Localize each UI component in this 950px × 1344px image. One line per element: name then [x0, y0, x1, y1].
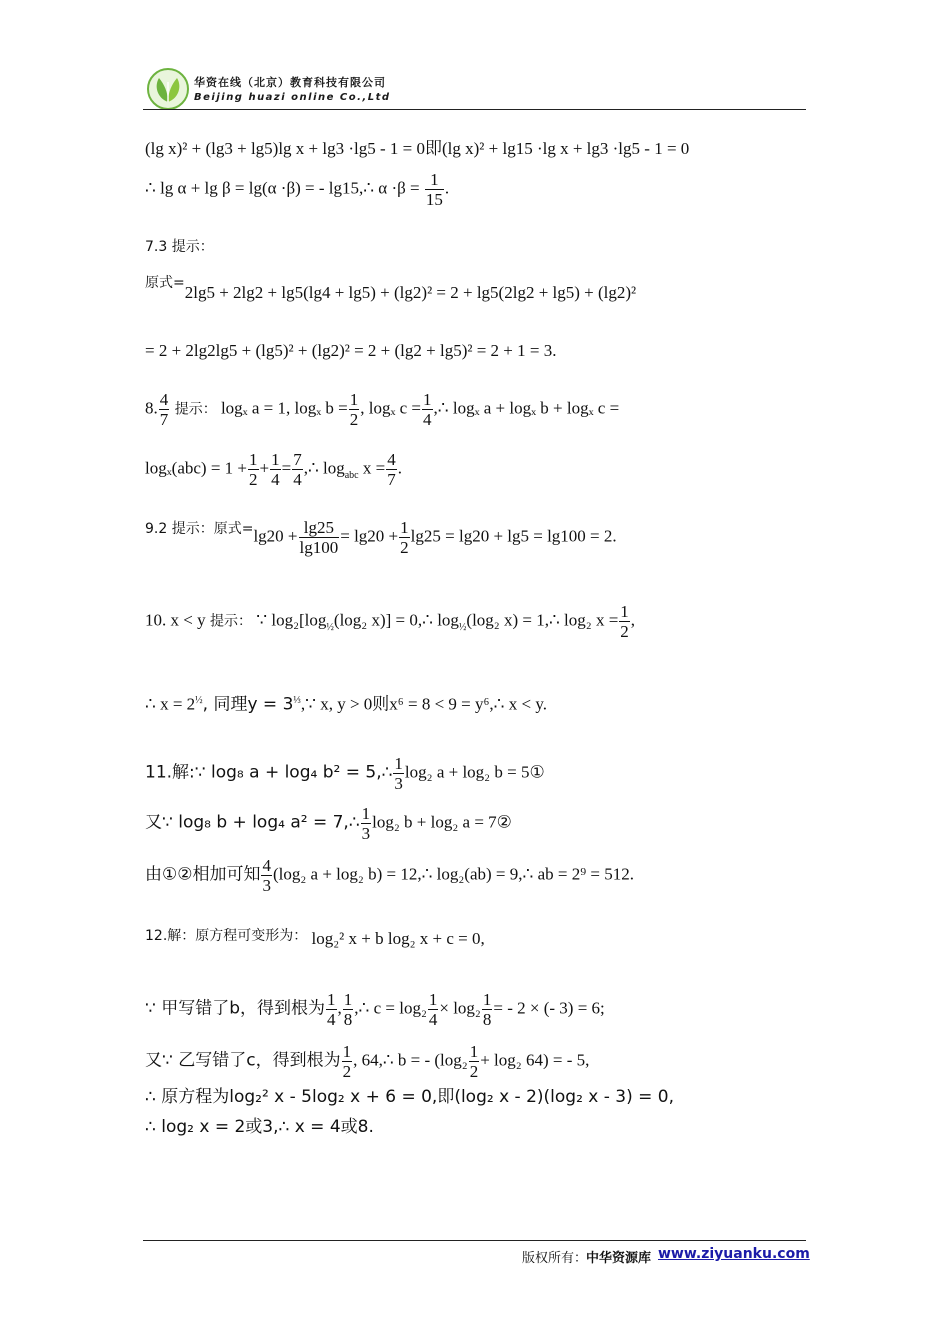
copyright-label: 版权所有：	[522, 1251, 588, 1266]
footer-divider	[143, 1240, 806, 1241]
footer-brand: 中华资源库	[586, 1251, 652, 1266]
header-divider	[143, 109, 806, 110]
math-line-8b: logₓ(abc) = 1 + $\frac{1}{2}$ + $\frac{1}{4}$ = $\frac{7}{4}$ ,∴ $\log_{abc} x$ = $\frac{4}{7}$ .	[145, 450, 402, 489]
math-line-11: 11.解:∵ log₈ a + log₄ b² = 5,∴ $\frac{1}{3}$ log₂ a + log₂ b = 5①	[145, 754, 545, 793]
fraction: $\frac{1}{15}$	[425, 170, 443, 209]
math-line-8: 8. $\frac{4}{7}$ 提示： logₓ a = 1, logₓ b = $\frac{1}{2}$ , logₓ c = $\frac{1}{4}$ ,∴ logₓ a + logₓ b + logₓ c =	[145, 390, 620, 429]
company-name-en: Beijing huazi online Co.,Ltd	[194, 92, 391, 103]
math-line-10: 10. x < y 提示： ∵ $\log_2[\log_{\frac{1}{2}}(\log_2$ x)] = 0,∴ $\log_{\frac{1}{2}}(\log_2$ x) = 1,∴ log₂ x = $\frac{1}{2}$ ,	[145, 602, 636, 641]
math-line-12b: ∵ 甲写错了b，得到根为 $\frac{1}{4}$ , $\frac{1}{8}$ ,∴ c = log₂ $\frac{1}{4}$ × log₂ $\frac{1}{8}$ = - 2 × (- 3) = 6;	[145, 990, 605, 1029]
math-line-1: (lg x)² + (lg3 + lg5)lg x + lg3 ·lg5 - 1 = 0即(lg x)² + lg15 ·lg x + lg3 ·lg5 - 1 = 0	[145, 139, 690, 158]
leaf-logo-icon	[147, 68, 189, 110]
hint-7: 7.3 提示：	[145, 239, 214, 255]
math-line-7: $^{原式=}$2lg5 + 2lg2 + lg5(lg4 + lg5) + (lg2)² = 2 + lg5(2lg2 + lg5) + (lg2)²	[145, 275, 637, 302]
math-line-11b: 又∵ log₈ b + log₄ a² = 7,∴ $\frac{1}{3}$ log₂ b + log₂ a = 7②	[145, 804, 512, 843]
math-line-9: $^{9.2 提示:原式=}$lg20 + $\frac{\lg 25}{\lg 100}$ = lg20 + $\frac{1}{2}$ lg25 = lg20 + lg5 = lg100 = 2.	[145, 518, 617, 557]
math-line-12c: 又∵ 乙写错了c，得到根为 $\frac{1}{2}$ , 64,∴ b = - (log₂ $\frac{1}{2}$ + log₂ 64) = - 5,	[145, 1042, 590, 1081]
math-line-12d: ∴ 原方程为log₂² x - 5log₂ x + 6 = 0,即(log₂ x - 2)(log₂ x - 3) = 0,	[145, 1087, 675, 1107]
math-line-11c: 由①②相加可知 $\frac{4}{3}$ (log₂ a + log₂ b) = 12,∴ log₂(ab) = 9,∴ ab = 2⁹ = 512.	[145, 856, 634, 895]
math-line-10b: ∴ $x = 2^{\frac{1}{2}}$, 同理$y = 3^{\frac{1}{3}},\because$ x, y > 0则x⁶ = 8 < 9 = y⁶,∴ x < y.	[145, 694, 547, 715]
math-line-12e: ∴ log₂ x = 2或3,∴ x = 4或8.	[145, 1117, 374, 1137]
math-line-7b: = 2 + 2lg2lg5 + (lg5)² + (lg2)² = 2 + (lg2 + lg5)² = 2 + 1 = 3.	[145, 341, 557, 360]
company-name-cn: 华资在线（北京）教育科技有限公司	[194, 76, 386, 89]
math-line-12: 12.解：原方程可变形为： log₂² x + b log₂ x + c = 0,	[145, 928, 485, 948]
footer-url-link[interactable]: www.ziyuanku.com	[658, 1246, 810, 1262]
math-line-2: ∴ lg α + lg β = lg(α ·β) = - lg15,∴ α ·β = $\frac{1}{15}$ .	[145, 170, 450, 209]
